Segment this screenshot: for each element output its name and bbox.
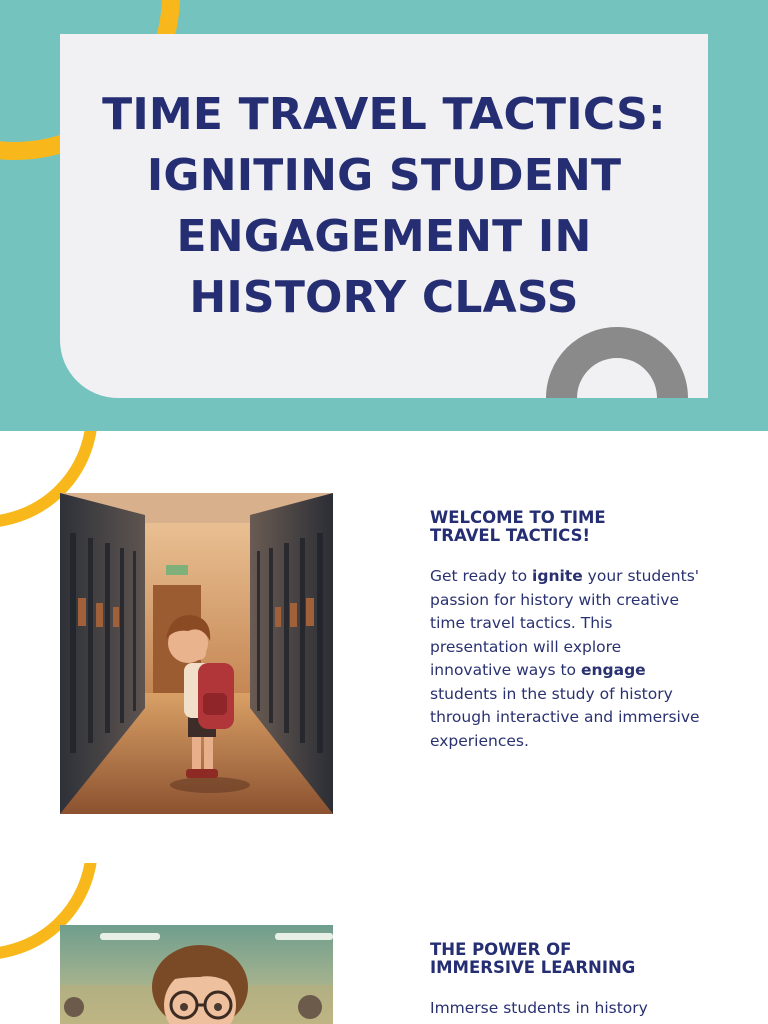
welcome-slide	[0, 431, 768, 863]
welcome-heading	[430, 509, 720, 545]
heading-line: WELCOME TO TIME	[430, 508, 606, 527]
boy-at-lockers-illustration	[60, 493, 333, 814]
emphasis-ignite: ignite	[532, 567, 583, 585]
title-line: ENGAGEMENT IN	[176, 211, 592, 262]
immersive-body: Immerse students in history	[430, 999, 648, 1017]
body-text-segment: Get ready to	[430, 567, 533, 585]
title-line: HISTORY CLASS	[189, 272, 579, 323]
body-text-segment: your students' passion for history with creative time travel tactics. This presentation will explore innovative ways to	[430, 567, 700, 679]
slide-title	[60, 84, 708, 328]
title-line: IGNITING STUDENT	[146, 150, 622, 201]
title-slide	[0, 0, 768, 431]
gray-ring-decoration	[546, 327, 688, 398]
body-text-segment: students in the study of history through interactive and immersive experiences.	[430, 684, 700, 750]
immersive-heading	[430, 941, 720, 977]
immersive-learning-slide	[0, 863, 768, 1024]
heading-line: IMMERSIVE LEARNING	[430, 958, 636, 977]
welcome-body	[430, 565, 700, 753]
child-with-glasses-illustration	[60, 925, 333, 1024]
child-with-glasses-photo	[60, 925, 333, 1024]
boy-at-lockers-photo	[60, 493, 333, 814]
heading-line: THE POWER OF	[430, 940, 572, 959]
title-card	[60, 34, 708, 398]
emphasis-engage: engage	[580, 661, 646, 679]
heading-line: TRAVEL TACTICS!	[430, 526, 590, 545]
title-line: TIME TRAVEL TACTICS:	[102, 89, 666, 140]
